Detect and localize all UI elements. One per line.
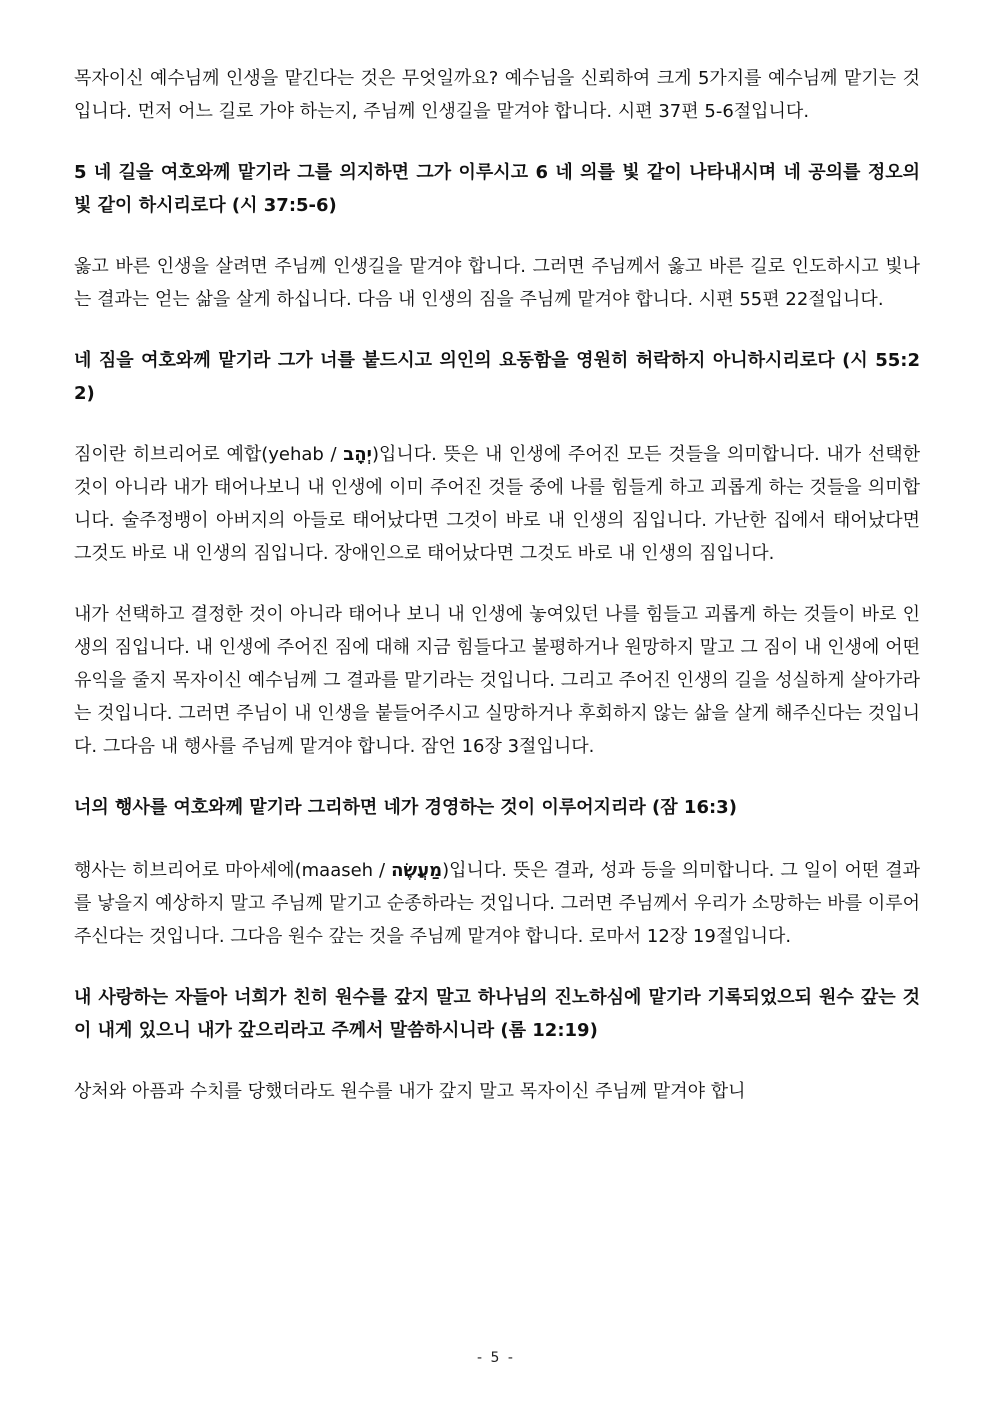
paragraph-burden-meaning xyxy=(74,438,920,570)
verse-romans-12: 내 사랑하는 자들아 너희가 친히 원수를 갚지 말고 하나님의 진노하심에 맡기라 기록되었으되 원수 갚는 것이 내게 있으니 내가 갚으리라고 주께서 말씀하시니라 (롬 12:19) xyxy=(74,987,920,1041)
burden-text-rest: )입니다. 뜻은 내 인생에 주어진 모든 것들을 의미합니다. 내가 선택한 것이 아니라 내가 태어나보니 내 인생에 이미 주어진 것들 중에 나를 힘들게 하고 괴롭게 하는 것들을 의미합니다. 술주정뱅이 아버지의 아들로 태어났다면 그것이 바로 내 인생의 짐입니다. 가난한 집에서 태어났다면 그것도 바로 내 인생의 짐입니다. 장애인으로 태어났다면 그것도 바로 내 인생의 짐입니다. xyxy=(74,444,920,564)
hebrew-word-yehab: יְהָב xyxy=(343,444,372,465)
deeds-text-start: 행사는 히브리어로 마아세에(maaseh / xyxy=(74,860,392,881)
burden-text-start: 짐이란 히브리어로 예합(yehab / xyxy=(74,444,344,465)
page-number: - 5 - xyxy=(477,1350,515,1366)
paragraph-revenge: 상처와 아픔과 수치를 당했더라도 원수를 내가 갚지 말고 목자이신 주님께 맡겨야 합니 xyxy=(74,1081,746,1102)
paragraph-intro: 목자이신 예수님께 인생을 맡긴다는 것은 무엇일까요? 예수님을 신뢰하여 크게 5가지를 예수님께 맡기는 것입니다. 먼저 어느 길로 가야 하는지, 주님께 인생길을 맡겨야 합니다. 시편 37편 5-6절입니다. xyxy=(74,68,920,122)
page-body xyxy=(74,62,920,1108)
verse-proverbs-16: 너의 행사를 여호와께 맡기라 그리하면 네가 경영하는 것이 이루어지리라 (잠 16:3) xyxy=(74,797,737,818)
hebrew-word-maaseh: מַעֲשֶׂה xyxy=(391,860,443,881)
verse-psalm-55: 네 짐을 여호와께 맡기라 그가 너를 붙드시고 의인의 요동함을 영원히 허락하지 아니하시리로다 (시 55:22) xyxy=(74,350,920,404)
paragraph-burden-of-life: 내가 선택하고 결정한 것이 아니라 태어나 보니 내 인생에 놓여있던 나를 힘들고 괴롭게 하는 것들이 바로 인생의 짐입니다. 내 인생에 주어진 짐에 대해 지금 힘들다고 불평하거나 원망하지 말고 그 짐이 내 인생에 어떤 유익을 줄지 목자이신 예수님께 그 결과를 맡기라는 것입니다. 그리고 주어진 인생의 길을 성실하게 살아가라는 것입니다. 그러면 주님이 내 인생을 붙들어주시고 실망하거나 후회하지 않는 삶을 살게 해주신다는 것입니다. 그다음 내 행사를 주님께 맡겨야 합니다. 잠언 16장 3절입니다. xyxy=(74,604,920,757)
deeds-text-rest: )입니다. 뜻은 결과, 성과 등을 의미합니다. 그 일이 어떤 결과를 낳을지 예상하지 말고 주님께 맡기고 순종하라는 것입니다. 그러면 주님께서 우리가 소망하는 바를 이루어주신다는 것입니다. 그다음 원수 갚는 것을 주님께 맡겨야 합니다. 로마서 12장 19절입니다. xyxy=(74,860,920,947)
paragraph-life-path: 옳고 바른 인생을 살려면 주님께 인생길을 맡겨야 합니다. 그러면 주님께서 옳고 바른 길로 인도하시고 빛나는 결과는 얻는 삶을 살게 하십니다. 다음 내 인생의 짐을 주님께 맡겨야 합니다. 시편 55편 22절입니다. xyxy=(74,256,920,310)
paragraph-deeds-meaning xyxy=(74,854,920,953)
verse-psalm-37: 5 네 길을 여호와께 맡기라 그를 의지하면 그가 이루시고 6 네 의를 빛 같이 나타내시며 네 공의를 정오의 빛 같이 하시리로다 (시 37:5-6) xyxy=(74,162,920,216)
